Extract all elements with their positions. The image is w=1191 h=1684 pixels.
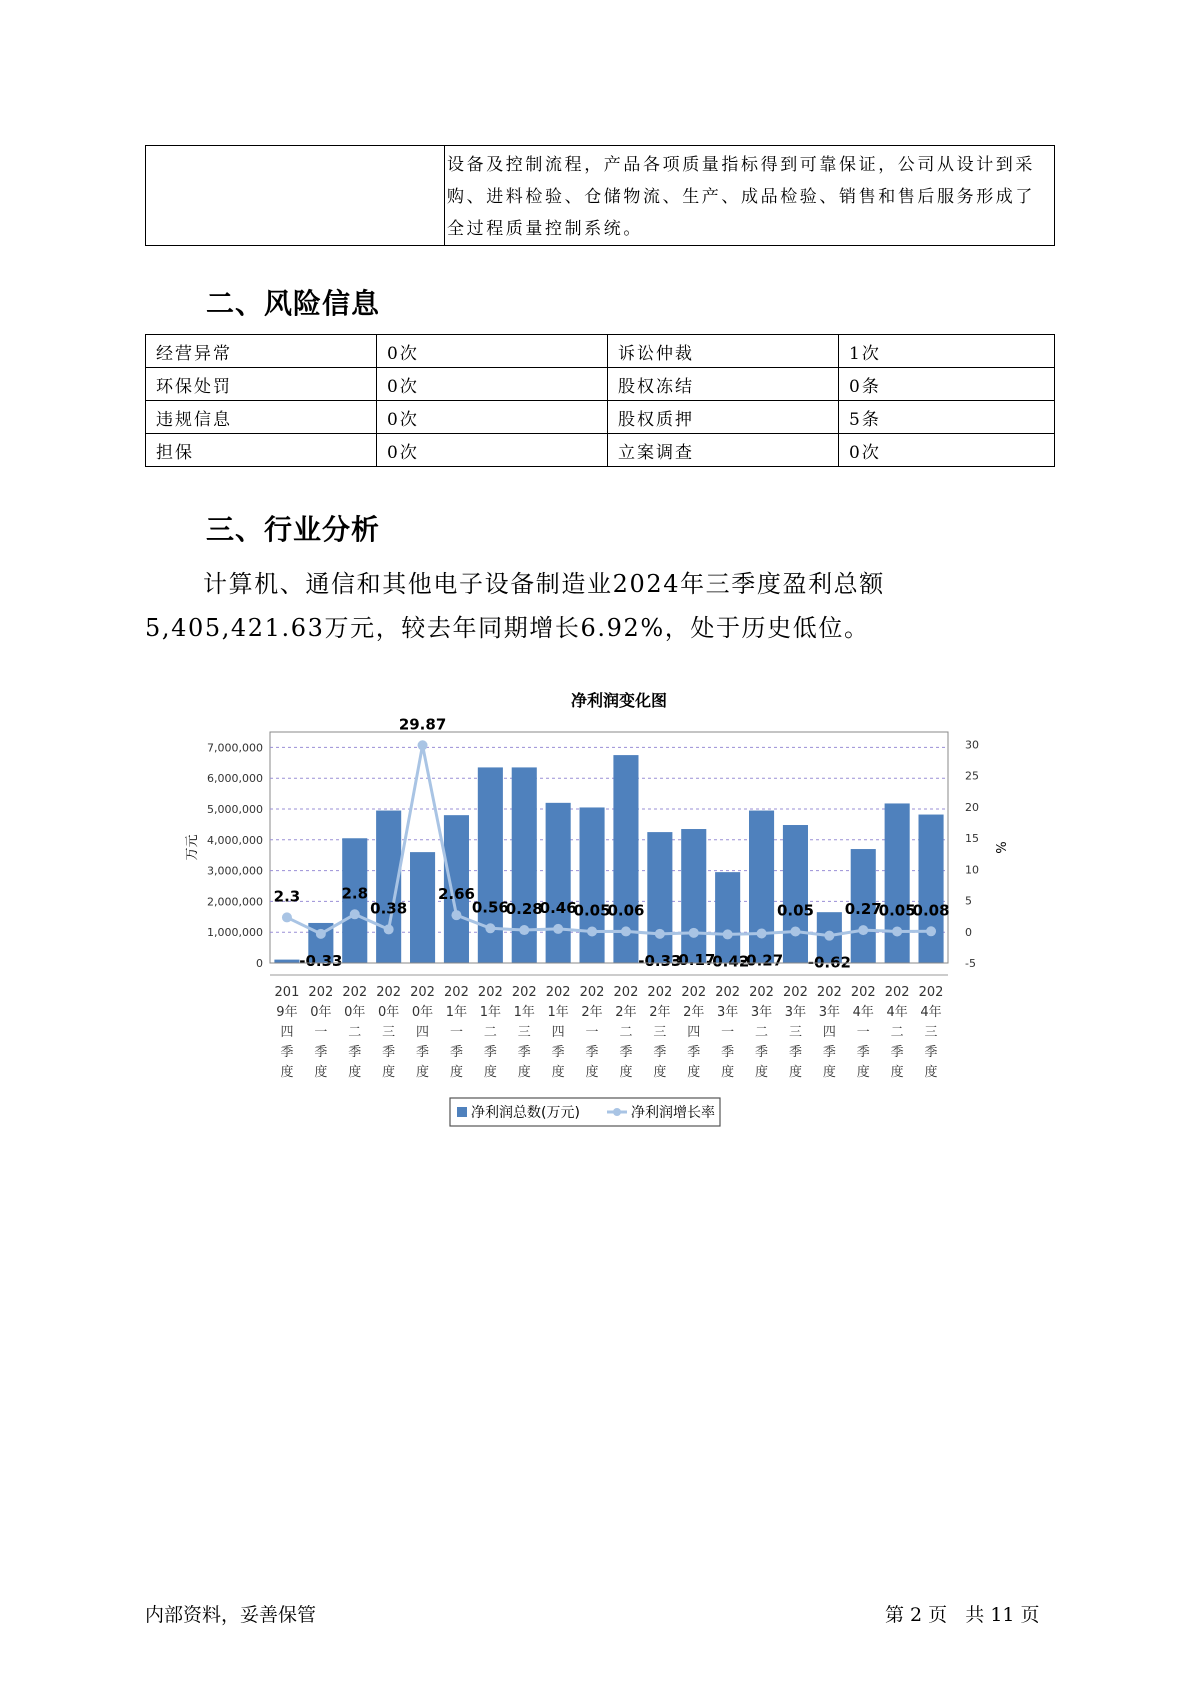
growth-data-label: 2.8 bbox=[341, 884, 369, 903]
x-tick-label: 202 bbox=[545, 985, 571, 1000]
x-tick-label: 二 bbox=[890, 1025, 904, 1040]
x-tick-label: 4年 bbox=[852, 1005, 874, 1020]
x-tick-label: 0年 bbox=[411, 1005, 434, 1020]
growth-data-label: -0.33 bbox=[299, 951, 343, 970]
x-tick-label: 202 bbox=[816, 985, 842, 1000]
risk-row bbox=[146, 401, 1055, 434]
y-tick-label: 5,000,000 bbox=[207, 803, 263, 816]
risk-row bbox=[146, 335, 1055, 368]
growth-point bbox=[384, 924, 394, 934]
x-tick-label: 度 bbox=[280, 1065, 294, 1080]
growth-point bbox=[723, 929, 733, 939]
y-tick-label: 2,000,000 bbox=[207, 895, 263, 909]
x-tick-label: 度 bbox=[619, 1065, 633, 1080]
growth-point bbox=[757, 928, 767, 938]
risk-row bbox=[146, 434, 1055, 467]
growth-data-label: 0.27 bbox=[844, 900, 882, 919]
top-table-left-cell bbox=[146, 146, 445, 246]
x-tick-label: 202 bbox=[444, 985, 469, 1000]
growth-data-label: 0.38 bbox=[370, 899, 408, 918]
x-tick-label: 度 bbox=[721, 1065, 735, 1080]
y2-tick-label: 5 bbox=[965, 894, 972, 908]
growth-point bbox=[316, 929, 326, 939]
growth-data-label: 0.05 bbox=[573, 901, 611, 920]
growth-data-label: 0.28 bbox=[505, 900, 543, 919]
x-tick-label: 度 bbox=[314, 1065, 328, 1080]
x-tick-label: 季 bbox=[314, 1045, 328, 1060]
y2-tick-label: -5 bbox=[965, 957, 976, 970]
x-tick-label: 202 bbox=[613, 985, 639, 1000]
x-tick-label: 2年 bbox=[581, 1005, 603, 1020]
x-tick-label: 度 bbox=[653, 1065, 667, 1080]
x-tick-label: 2年 bbox=[649, 1005, 671, 1020]
growth-point bbox=[418, 740, 428, 750]
growth-point bbox=[858, 925, 868, 935]
x-tick-label: 季 bbox=[687, 1045, 701, 1060]
x-tick-label: 四 bbox=[687, 1025, 701, 1040]
x-tick-label: 0年 bbox=[310, 1005, 332, 1020]
x-tick-label: 一 bbox=[449, 1025, 463, 1040]
x-tick-label: 202 bbox=[342, 985, 368, 1000]
x-tick-label: 1年 bbox=[479, 1005, 501, 1020]
x-tick-label: 四 bbox=[551, 1025, 565, 1040]
growth-data-label: 0.08 bbox=[912, 901, 950, 920]
growth-data-label: 0.06 bbox=[607, 901, 645, 920]
x-tick-label: 四 bbox=[280, 1025, 294, 1040]
growth-data-label: -0.17 bbox=[672, 950, 716, 969]
x-tick-label: 季 bbox=[822, 1045, 836, 1060]
x-tick-label: 季 bbox=[856, 1045, 870, 1060]
chart-title: 净利润变化图 bbox=[570, 691, 668, 710]
x-tick-label: 度 bbox=[483, 1065, 497, 1080]
x-tick-label: 202 bbox=[681, 985, 707, 1000]
risk-value: 1次 bbox=[839, 335, 1055, 368]
x-tick-label: 季 bbox=[517, 1045, 531, 1060]
x-tick-label: 202 bbox=[579, 985, 605, 1000]
risk-value: 5条 bbox=[839, 401, 1055, 434]
x-tick-label: 202 bbox=[647, 985, 673, 1000]
y-tick-label: 3,000,000 bbox=[207, 864, 263, 878]
growth-point bbox=[282, 912, 292, 922]
growth-data-label: -0.33 bbox=[638, 951, 682, 970]
risk-label: 环保处罚 bbox=[146, 368, 377, 401]
x-tick-label: 3年 bbox=[818, 1005, 840, 1020]
growth-point bbox=[926, 926, 936, 936]
x-tick-label: 3年 bbox=[784, 1005, 807, 1020]
x-tick-label: 202 bbox=[511, 985, 537, 1000]
x-tick-label: 0年 bbox=[378, 1005, 400, 1020]
x-tick-label: 季 bbox=[449, 1045, 463, 1060]
y-tick-label: 4,000,000 bbox=[207, 833, 263, 847]
x-tick-label: 季 bbox=[755, 1045, 769, 1060]
x-tick-label: 季 bbox=[890, 1045, 904, 1060]
growth-point bbox=[824, 931, 834, 941]
x-tick-label: 二 bbox=[619, 1025, 633, 1040]
y-axis-label: 万元 bbox=[185, 834, 200, 861]
footer-right: 第 2 页 共 11 页 bbox=[885, 1604, 1040, 1626]
x-tick-label: 9年 bbox=[276, 1005, 298, 1020]
x-tick-label: 202 bbox=[477, 985, 503, 1000]
y2-tick-label: 10 bbox=[965, 863, 979, 877]
y-tick-label: 0 bbox=[256, 957, 263, 970]
x-tick-label: 度 bbox=[449, 1065, 463, 1080]
x-tick-label: 1年 bbox=[547, 1005, 569, 1020]
growth-point bbox=[892, 926, 902, 936]
growth-point bbox=[350, 909, 360, 919]
x-tick-label: 2年 bbox=[683, 1005, 705, 1020]
x-tick-label: 201 bbox=[274, 985, 300, 1000]
x-tick-label: 四 bbox=[822, 1025, 836, 1040]
x-tick-label: 季 bbox=[416, 1045, 430, 1060]
x-tick-label: 0年 bbox=[344, 1005, 366, 1020]
risk-label: 担保 bbox=[146, 434, 377, 467]
risk-label: 股权质押 bbox=[608, 401, 839, 434]
legend-bar-swatch bbox=[457, 1107, 467, 1117]
x-tick-label: 三 bbox=[517, 1025, 531, 1040]
x-tick-label: 度 bbox=[687, 1065, 701, 1080]
risk-value: 0次 bbox=[377, 335, 608, 368]
x-tick-label: 季 bbox=[619, 1045, 633, 1060]
bar bbox=[478, 767, 503, 963]
bar bbox=[919, 815, 944, 963]
y-tick-label: 1,000,000 bbox=[207, 926, 263, 940]
risk-value: 0次 bbox=[377, 368, 608, 401]
growth-point bbox=[519, 925, 529, 935]
x-tick-label: 二 bbox=[755, 1025, 769, 1040]
bar bbox=[647, 832, 672, 963]
x-tick-label: 三 bbox=[924, 1025, 938, 1040]
growth-point bbox=[689, 928, 699, 938]
growth-data-label: 0.05 bbox=[776, 901, 814, 920]
net-profit-chart bbox=[170, 680, 1030, 1140]
risk-value: 0次 bbox=[377, 434, 608, 467]
y-tick-label: 7,000,000 bbox=[207, 741, 263, 755]
x-tick-label: 202 bbox=[376, 985, 402, 1000]
risk-label: 违规信息 bbox=[146, 401, 377, 434]
legend-line-label: 净利润增长率 bbox=[631, 1105, 715, 1121]
risk-value: 0条 bbox=[839, 368, 1055, 401]
x-tick-label: 度 bbox=[348, 1065, 362, 1080]
x-tick-label: 3年 bbox=[750, 1005, 773, 1020]
bar bbox=[783, 825, 808, 963]
growth-data-label: -0.62 bbox=[807, 953, 851, 972]
risk-value: 0次 bbox=[839, 434, 1055, 467]
growth-point bbox=[553, 924, 563, 934]
x-tick-label: 202 bbox=[918, 985, 944, 1000]
growth-data-label: 0.46 bbox=[539, 898, 577, 917]
x-tick-label: 202 bbox=[884, 985, 910, 1000]
bar bbox=[410, 852, 435, 963]
risk-label: 经营异常 bbox=[146, 335, 377, 368]
x-tick-label: 季 bbox=[653, 1045, 667, 1060]
risk-value: 0次 bbox=[377, 401, 608, 434]
x-tick-label: 3年 bbox=[717, 1005, 739, 1020]
footer-left: 内部资料，妥善保管 bbox=[145, 1604, 317, 1626]
x-tick-label: 季 bbox=[585, 1045, 599, 1060]
x-tick-label: 三 bbox=[653, 1025, 667, 1040]
x-tick-label: 季 bbox=[280, 1045, 294, 1060]
y2-tick-label: 30 bbox=[965, 738, 979, 752]
growth-data-label: 2.66 bbox=[437, 885, 475, 904]
section2-title: 二、风险信息 bbox=[206, 287, 381, 320]
growth-data-label: 0.56 bbox=[471, 898, 509, 917]
growth-point bbox=[485, 923, 495, 933]
growth-point bbox=[587, 926, 597, 936]
x-tick-label: 季 bbox=[483, 1045, 497, 1060]
risk-label: 诉讼仲裁 bbox=[608, 335, 839, 368]
x-tick-label: 度 bbox=[755, 1065, 769, 1080]
x-tick-label: 三 bbox=[788, 1025, 802, 1040]
top-table-right-cell: 设备及控制流程，产品各项质量指标得到可靠保证，公司从设计到采购、进料检验、仓储物流、生产、成品检验、销售和售后服务形成了全过程质量控制系统。 bbox=[445, 146, 1055, 246]
x-tick-label: 季 bbox=[382, 1045, 396, 1060]
x-tick-label: 度 bbox=[551, 1065, 565, 1080]
x-tick-label: 季 bbox=[788, 1045, 802, 1060]
bar bbox=[681, 829, 706, 963]
top-table bbox=[145, 145, 1055, 246]
x-tick-label: 季 bbox=[551, 1045, 565, 1060]
y2-tick-label: 0 bbox=[965, 925, 972, 939]
y2-axis-label: % bbox=[992, 841, 1007, 854]
bar bbox=[546, 803, 571, 963]
x-tick-label: 202 bbox=[850, 985, 876, 1000]
x-tick-label: 一 bbox=[314, 1025, 328, 1040]
risk-label: 股权冻结 bbox=[608, 368, 839, 401]
growth-data-label: 2.3 bbox=[273, 887, 301, 906]
x-tick-label: 一 bbox=[856, 1025, 870, 1040]
x-tick-label: 一 bbox=[585, 1025, 599, 1040]
x-tick-label: 三 bbox=[382, 1025, 396, 1040]
x-tick-label: 度 bbox=[416, 1065, 430, 1080]
x-tick-label: 202 bbox=[308, 985, 334, 1000]
legend-line-marker bbox=[613, 1108, 621, 1116]
x-tick-label: 202 bbox=[410, 985, 435, 1000]
legend-bar-label: 净利润总数(万元) bbox=[471, 1105, 580, 1121]
x-tick-label: 202 bbox=[783, 985, 808, 1000]
x-tick-label: 2年 bbox=[615, 1005, 637, 1020]
x-tick-label: 度 bbox=[924, 1065, 938, 1080]
x-tick-label: 季 bbox=[721, 1045, 735, 1060]
plot-area bbox=[270, 732, 948, 963]
y-tick-label: 6,000,000 bbox=[207, 772, 263, 786]
growth-data-label: 29.87 bbox=[398, 715, 447, 734]
x-tick-label: 度 bbox=[822, 1065, 836, 1080]
bar bbox=[715, 872, 740, 963]
x-tick-label: 度 bbox=[890, 1065, 904, 1080]
bar bbox=[749, 811, 774, 963]
growth-data-label: -0.27 bbox=[739, 951, 784, 970]
section3-title: 三、行业分析 bbox=[206, 513, 381, 546]
growth-point bbox=[790, 926, 800, 936]
x-tick-label: 季 bbox=[348, 1045, 362, 1060]
section3-paragraph: 计算机、通信和其他电子设备制造业2024年三季度盈利总额5,405,421.63万元，较去年同期增长6.92%，处于历史低位。 bbox=[145, 570, 885, 642]
y2-tick-label: 25 bbox=[965, 769, 979, 783]
x-tick-label: 度 bbox=[517, 1065, 531, 1080]
growth-data-label: 0.05 bbox=[878, 901, 916, 920]
x-tick-label: 度 bbox=[788, 1065, 802, 1080]
x-tick-label: 4年 bbox=[920, 1005, 942, 1020]
growth-data-label: -0.42 bbox=[706, 952, 750, 971]
x-tick-label: 1年 bbox=[445, 1005, 468, 1020]
growth-point bbox=[655, 929, 665, 939]
y2-tick-label: 20 bbox=[965, 800, 979, 814]
bar bbox=[885, 803, 910, 963]
x-tick-label: 202 bbox=[749, 985, 774, 1000]
y2-tick-label: 15 bbox=[965, 832, 979, 846]
x-tick-label: 1年 bbox=[513, 1005, 535, 1020]
growth-point bbox=[621, 926, 631, 936]
x-tick-label: 度 bbox=[382, 1065, 396, 1080]
x-tick-label: 度 bbox=[856, 1065, 870, 1080]
bar bbox=[274, 960, 299, 963]
x-tick-label: 二 bbox=[348, 1025, 362, 1040]
x-tick-label: 四 bbox=[416, 1025, 430, 1040]
x-tick-label: 202 bbox=[715, 985, 741, 1000]
growth-point bbox=[451, 910, 461, 920]
x-tick-label: 一 bbox=[721, 1025, 735, 1040]
x-tick-label: 季 bbox=[924, 1045, 938, 1060]
x-tick-label: 二 bbox=[483, 1025, 497, 1040]
bar bbox=[580, 807, 605, 963]
risk-label: 立案调查 bbox=[608, 434, 839, 467]
risk-table bbox=[145, 334, 1055, 467]
risk-row bbox=[146, 368, 1055, 401]
x-tick-label: 度 bbox=[585, 1065, 599, 1080]
x-tick-label: 4年 bbox=[886, 1005, 908, 1020]
